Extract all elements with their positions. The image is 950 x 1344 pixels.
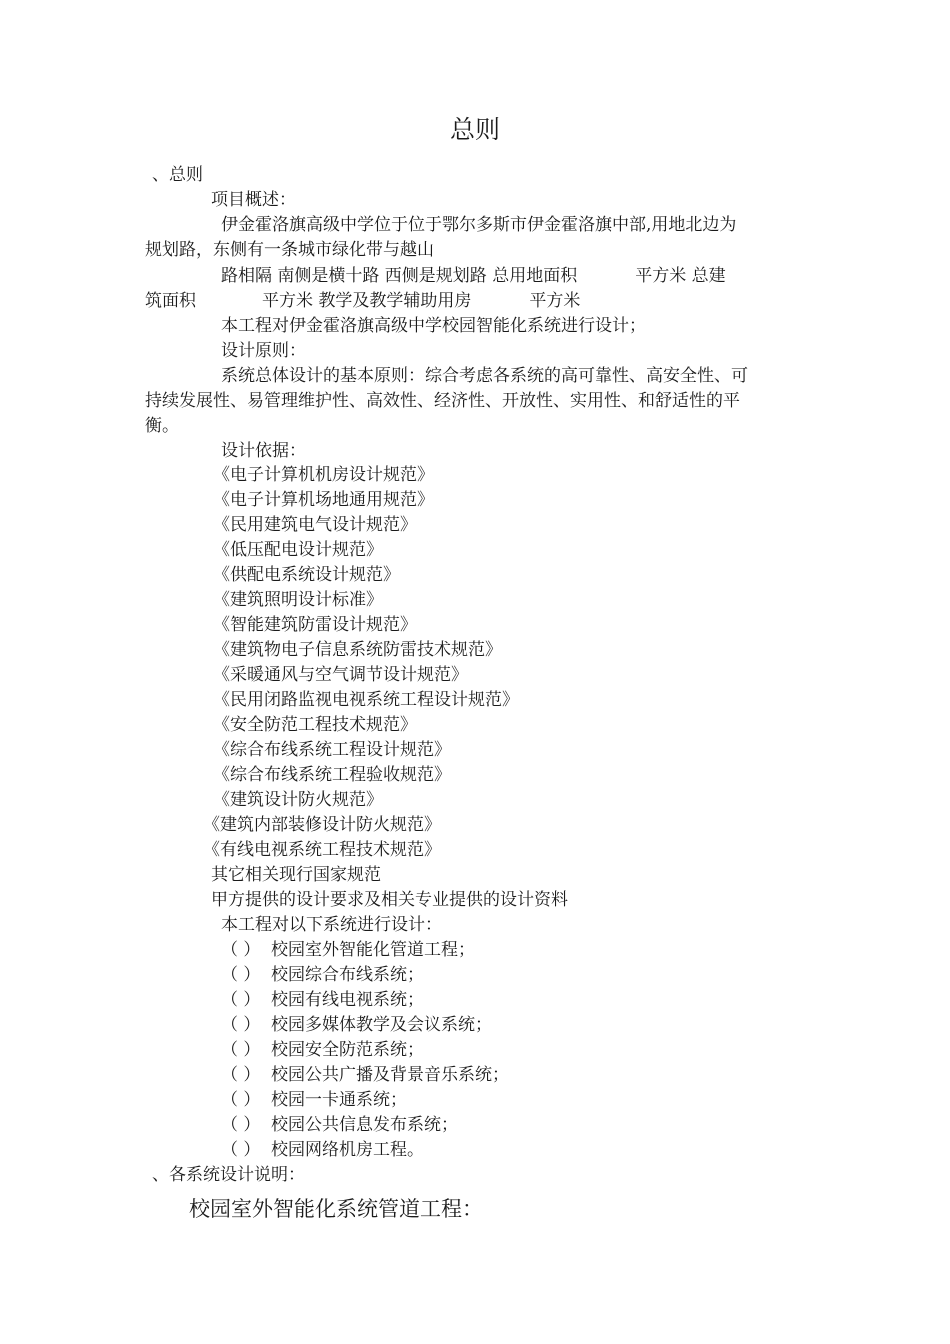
empty-checkbox: （ ） [221,1015,261,1035]
standard-item: 《电子计算机场地通用规范》 [213,490,434,510]
other-standards: 其它相关现行国家规范 [211,865,381,885]
principle-heading: 设计原则： [221,341,306,361]
system-item [221,1038,424,1063]
standard-item: 《智能建筑防雷设计规范》 [213,615,417,635]
page-title: 总则 [449,115,500,144]
empty-checkbox: （ ） [221,1090,261,1110]
empty-checkbox: （ ） [221,1065,261,1085]
system-item [221,1013,492,1038]
empty-checkbox: （ ） [221,965,261,985]
empty-checkbox: （ ） [221,1040,261,1060]
standard-item: 《建筑物电子信息系统防雷技术规范》 [213,640,502,660]
principle-line: 系统总体设计的基本原则：综合考虑各系统的高可靠性、高安全性、可 [221,366,748,386]
owner-documents: 甲方提供的设计要求及相关专业提供的设计资料 [211,890,568,910]
standard-item: 《建筑设计防火规范》 [213,790,383,810]
system-label: 校园安全防范系统； [271,1040,424,1060]
system-label: 校园网络机房工程。 [271,1140,424,1160]
system-item [221,1138,424,1163]
principle-line: 持续发展性、易管理维护性、高效性、经济性、开放性、实用性、和舒适性的平 [145,391,740,411]
standard-item: 《采暖通风与空气调节设计规范》 [213,665,468,685]
system-item [221,963,424,988]
overview-area-line [221,264,726,289]
empty-checkbox: （ ） [221,1140,261,1160]
overview-area-text: 路相隔 南侧是横十路 西侧是规划路 总用地面积 [221,266,578,286]
system-label: 校园多媒体教学及会议系统； [271,1015,492,1035]
empty-checkbox: （ ） [221,990,261,1010]
overview-area-line [145,289,580,314]
overview-area-text: 平方米 [529,291,581,311]
overview-area-text: 筑面积 [145,291,196,311]
systems-heading: 本工程对以下系统进行设计： [221,915,442,935]
system-item [221,1113,458,1138]
system-label: 校园公共广播及背景音乐系统； [271,1065,509,1085]
system-item [221,1063,509,1088]
standard-item: 《综合布线系统工程设计规范》 [213,740,451,760]
standard-item: 《供配电系统设计规范》 [213,565,400,585]
principle-line: 衡。 [145,416,179,436]
standard-item: 《有线电视系统工程技术规范》 [203,840,441,860]
system-item [221,988,424,1013]
system-label: 校园公共信息发布系统； [271,1115,458,1135]
standard-item: 《低压配电设计规范》 [213,540,383,560]
overview-scope: 本工程对伊金霍洛旗高级中学校园智能化系统进行设计； [221,316,646,336]
section-heading: 、总则 [152,165,203,185]
subsection-heading: 校园室外智能化系统管道工程： [189,1197,483,1221]
overview-heading: 项目概述： [211,190,296,210]
standard-item: 《民用闭路监视电视系统工程设计规范》 [213,690,519,710]
basis-heading: 设计依据： [221,441,306,461]
empty-checkbox: （ ） [221,1115,261,1135]
standard-item: 《建筑照明设计标准》 [213,590,383,610]
system-item [221,938,475,963]
overview-area-text: 平方米 总建 [635,266,726,286]
standard-item: 《民用建筑电气设计规范》 [213,515,417,535]
system-label: 校园有线电视系统； [271,990,424,1010]
standard-item: 《综合布线系统工程验收规范》 [213,765,451,785]
overview-paragraph-line: 伊金霍洛旗高级中学位于位于鄂尔多斯市伊金霍洛旗中部,用地北边为 [221,215,737,235]
standard-item: 《建筑内部装修设计防火规范》 [203,815,441,835]
standard-item: 《电子计算机机房设计规范》 [213,465,434,485]
system-label: 校园一卡通系统； [271,1090,407,1110]
standard-item: 《安全防范工程技术规范》 [213,715,417,735]
overview-area-text: 平方米 教学及教学辅助用房 [262,291,472,311]
section-heading: 、各系统设计说明： [152,1165,305,1185]
system-label: 校园室外智能化管道工程； [271,940,475,960]
empty-checkbox: （ ） [221,940,261,960]
system-item [221,1088,407,1113]
system-label: 校园综合布线系统； [271,965,424,985]
overview-paragraph-line: 规划路，东侧有一条城市绿化带与越山 [145,240,434,260]
